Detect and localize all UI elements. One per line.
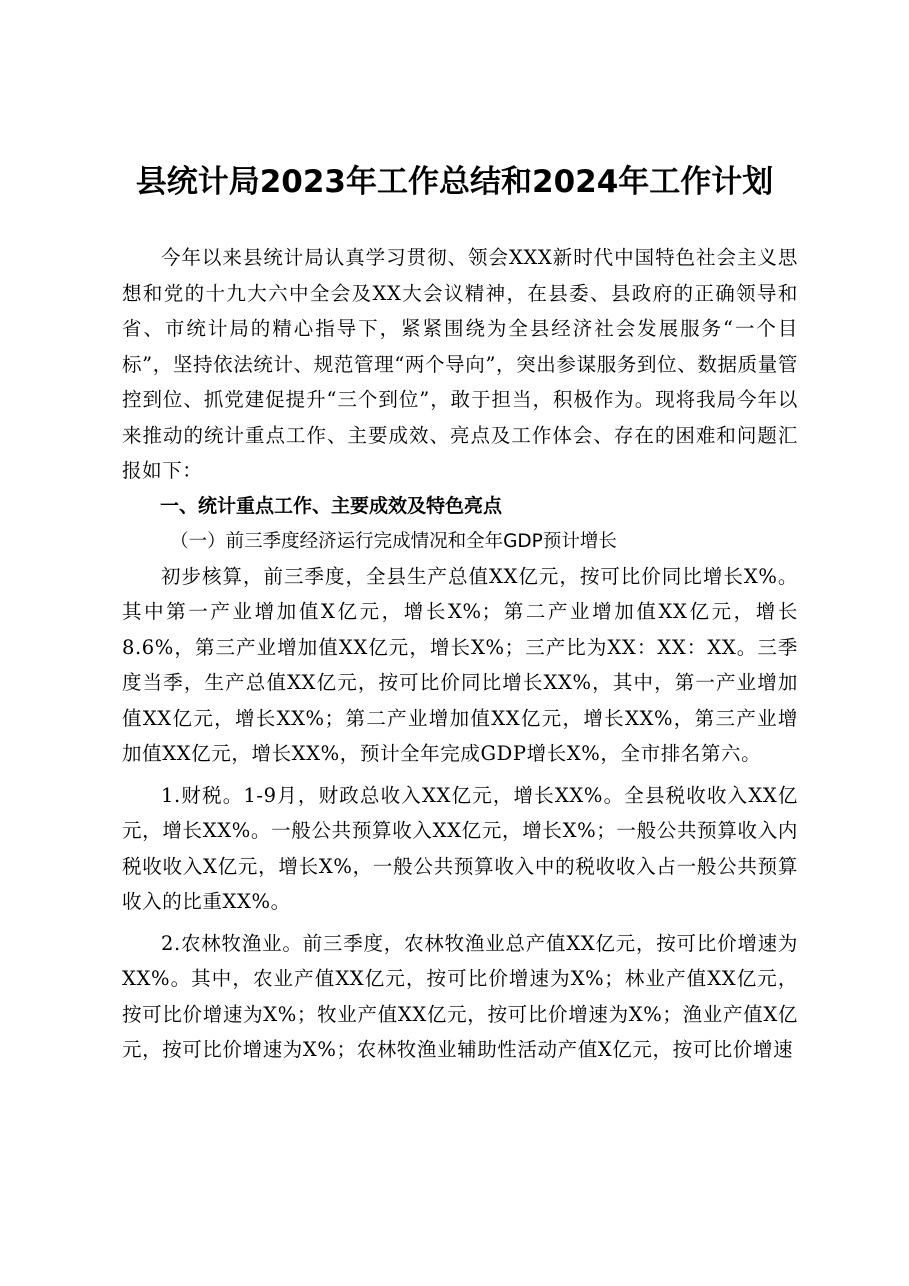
tax-paragraph: 1.财税。1-9月，财政总收入XX亿元，增长XX%。全县税收收入XX亿元，增长XX%。一般公共预算收入XX亿元，增长X%；一般公共预算收入内税收收入X亿元，增长X%，一般公共预算收入中的税收收入占一般公共预算收入的比重XX%。 [122, 783, 798, 913]
document-body [122, 240, 798, 1068]
intro-paragraph: 今年以来县统计局认真学习贯彻、领会XXX新时代中国特色社会主义思想和党的十九大六中全会及XX大会议精神，在县委、县政府的正确领导和省、市统计局的精心指导下，紧紧围绕为全县经济社会发展服务“一个目标”，坚持依法统计、规范管理“两个导向”，突出参谋服务到位、数据质量管控到位、抓党建促提升“三个到位”，敢于担当，积极作为。现将我局今年以来推动的统计重点工作、主要成效、亮点及工作体会、存在的困难和问题汇报如下： [122, 246, 798, 482]
document-title: 县统计局2023年工作总结和2024年工作计划 [135, 164, 774, 200]
agriculture-paragraph: 2.农林牧渔业。前三季度，农林牧渔业总产值XX亿元，按可比价增速为XX%。其中，农业产值XX亿元，按可比价增速为X%；林业产值XX亿元，按可比价增速为X%；牧业产值XX亿元，按可比价增速为X%；渔业产值X亿元，按可比价增速为X%；农林牧渔业辅助性活动产值X亿元，按可比价增速 [122, 931, 798, 1061]
gdp-paragraph: 初步核算，前三季度，全县生产总值XX亿元，按可比价同比增长X%。其中第一产业增加值X亿元，增长X%；第二产业增加值XX亿元，增长8.6%，第三产业增加值XX亿元，增长X%；三产比为XX：XX：XX。三季度当季，生产总值XX亿元，按可比价同比增长XX%，其中，第一产业增加值XX亿元，增长XX%；第二产业增加值XX亿元，增长XX%，第三产业增加值XX亿元，增长XX%，预计全年完成GDP增长X%，全市排名第六。 [122, 564, 798, 765]
section-heading: 一、统计重点工作、主要成效及特色亮点 [160, 494, 503, 517]
subsection-heading: （一）前三季度经济运行完成情况和全年GDP预计增长 [170, 530, 617, 552]
